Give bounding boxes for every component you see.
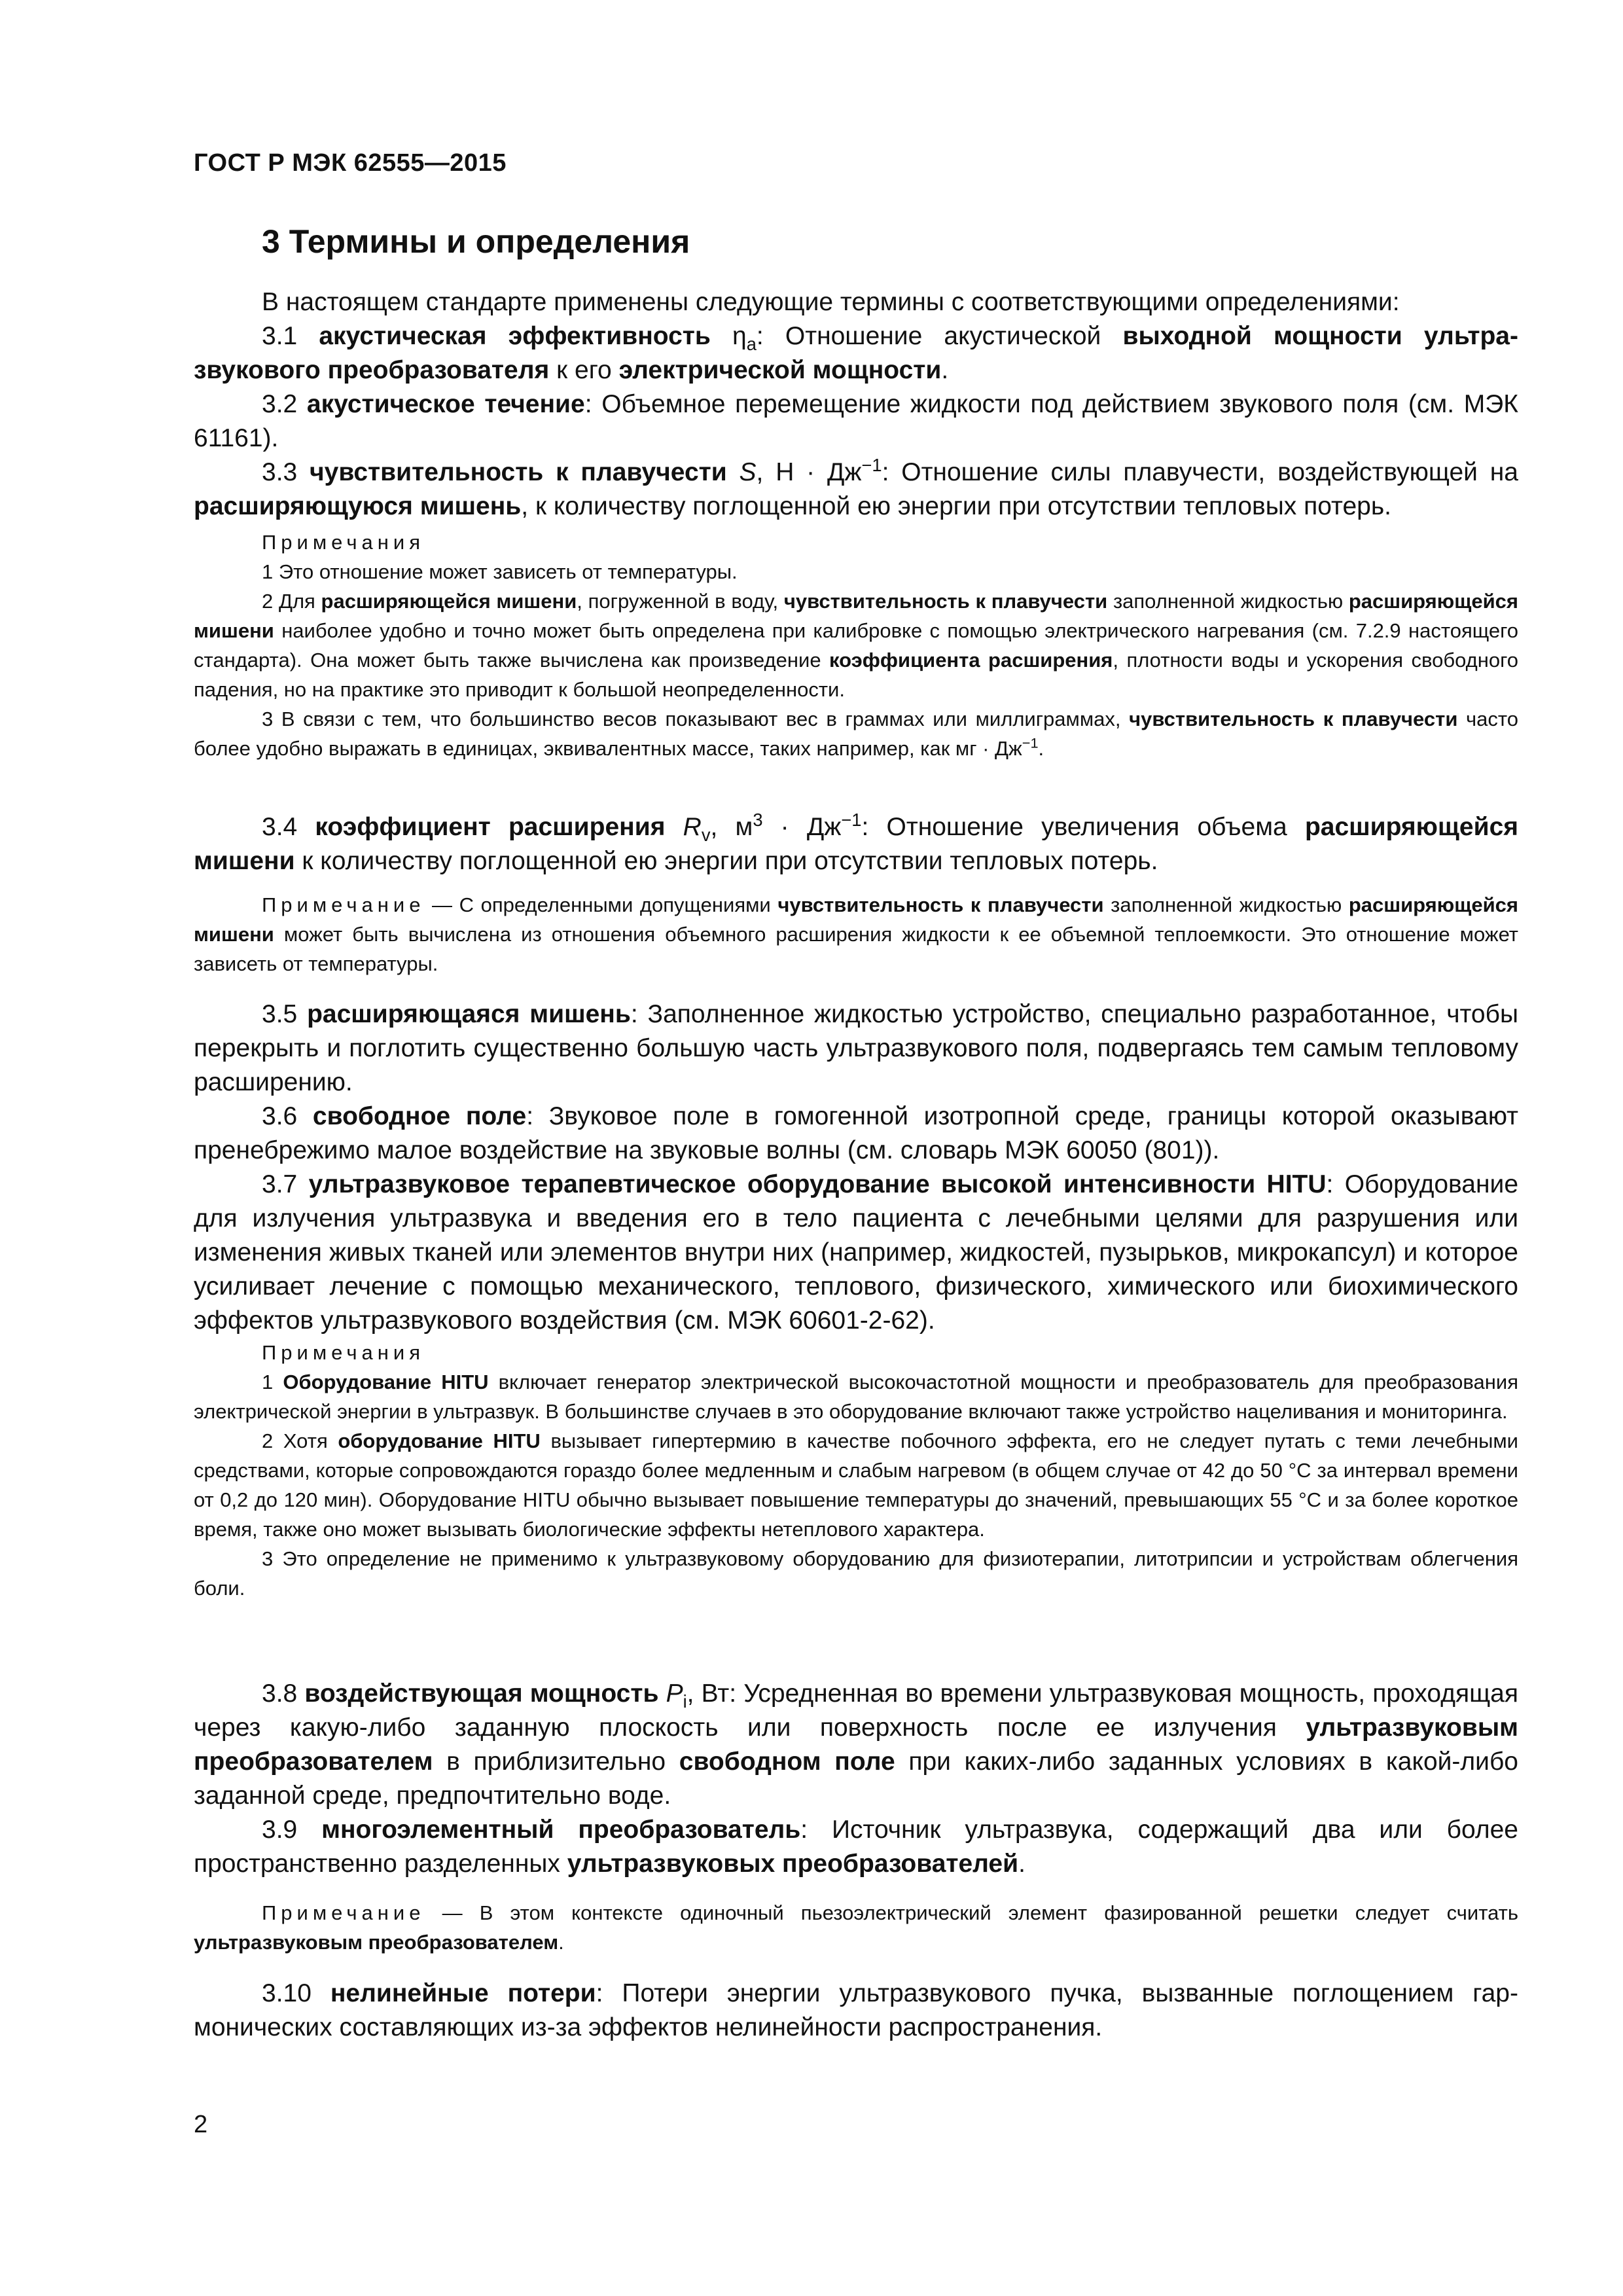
notes-title: Примечания — [262, 1341, 425, 1364]
note-item: Примечание — С определенными допущениями чувствительность к плавучести заполненной жидкостью расширяющейся мишени может быть вычислена из отношения объемного расширения жидкости к ее объемной теплоемкости. Это отношение может зависеть от температуры. — [194, 893, 1518, 975]
terms-block-3 — [194, 997, 1518, 1338]
term-3-1: 3.1 акустическая эффективность $\eta_a$: Отношение акустической выходной мощности ультразвукового преобразователя к его электрической мощности. — [194, 322, 1518, 384]
note-item: 3 Это определение не применимо к ультразвуковому оборудованию для физиотерапии, литотрипсии и устройствам облегчения боли. — [194, 1547, 1518, 1600]
term-3-10: 3.10 нелинейные потери: Потери энергии ультразвукового пучка, вызванные поглощением гармонических составляющих из-за эффектов нелинейности распространения. — [194, 1979, 1518, 2041]
section-title: 3 Термины и определения — [262, 223, 690, 260]
terms-block-2 — [194, 810, 1518, 878]
note-item: 3 В связи с тем, что большинство весов показывают вес в граммах или миллиграммах, чувствительность к плавучести часто более удобно выражать в единицах, эквивалентных массе, таких например, как мг · $Дж^{-1}$. — [194, 708, 1518, 760]
term-label: акустическое течение — [306, 390, 585, 418]
term-label: нелинейные потери — [330, 1979, 596, 2007]
term-label: чувствительность к плавучести — [310, 458, 727, 486]
note-item: 1 Это отношение может зависеть от температуры. — [262, 560, 738, 583]
term-label: воздействующая мощность — [304, 1679, 659, 1708]
term-label: коэффициент расширения — [315, 813, 666, 841]
notes-3-7 — [194, 1338, 1518, 1603]
term-3-9: 3.9 многоэлементный преобразователь: Источник ультразвука, содержащий два или более пространственно разделенных ультразвуковых преобразователей. — [194, 1816, 1518, 1878]
term-3-6: 3.6 свободное поле: Звуковое поле в гомогенной изотропной среде, границы которой оказывают пренебрежимо малое воздействие на звуковые волны (см. словарь МЭК 60050 (801)). — [194, 1102, 1519, 1164]
note-3-4 — [194, 890, 1518, 978]
terms-block-1 — [194, 285, 1518, 524]
term-3-3: 3.3 чувствительность к плавучести S, $Н \cdot Дж^{-1}$: Отношение силы плавучести, воздействующей на расширяющуюся мишень, к количеству поглощенной ею энергии при отсутствии тепловых потерь. — [194, 455, 1518, 520]
term-label: ультразвуковое терапевтическое оборудование высокой интенсивности HITU — [308, 1170, 1327, 1198]
term-3-7: 3.7 ультразвуковое терапевтическое оборудование высокой интенсивности HITU: Оборудование для излучения ультразвука и введения его в тело пациента с лечебными целями для разрушения или изменения живых тканей или элементов внутри них (например, жидкостей, пузырьков, микрокапсул) и которое усиливает лечение с помощью механического, теплового, физического, химического или биохимического эффектов ультразвукового воздействия (см. МЭК 60601-2-62). — [194, 1170, 1519, 1335]
term-label: расширяющаяся мишень — [307, 1000, 631, 1028]
document-header: ГОСТ Р МЭК 62555—2015 — [194, 149, 507, 177]
terms-block-4 — [194, 1677, 1518, 1881]
notes-3-3 — [194, 528, 1518, 763]
term-3-5: 3.5 расширяющаяся мишень: Заполненное жидкостью устройство, специально разработанное, чтобы перекрыть и поглотить существенно большую часть ультразвукового поля, подвергаясь тем самым тепловому расширению. — [194, 1000, 1518, 1096]
term-3-4: 3.4 коэффициент расширения $R_v$, $м^3 \cdot Дж^{-1}$: Отношение увеличения объема расширяющейся мишени к количеству поглощенной ею энергии при отсутствии тепловых потерь. — [194, 810, 1519, 875]
terms-block-5 — [194, 1977, 1518, 2045]
note-item: 1 Оборудование HITU включает генератор электрической высокочастотной мощности и преобразователь для преобразования электрической энергии в ультразвук. В большинстве случаев в это оборудование включают также устройство нацеливания и мониторинга. — [194, 1371, 1518, 1423]
term-label: акустическая эффективность — [319, 322, 711, 350]
note-item: Примечание — В этом контексте одиночный пьезоэлектрический элемент фазированной решетки следует считать ультразвуковым преобразователем. — [194, 1901, 1518, 1954]
term-3-2: 3.2 акустическое течение: Объемное перемещение жидкости под действием звукового поля (см. МЭК 61161). — [194, 390, 1518, 452]
term-label: многоэлементный преобразователь — [321, 1816, 801, 1844]
note-item: 2 Для расширяющейся мишени, погруженной в воду, чувствительность к плавучести заполненной жидкостью расширяющейся мишени наиболее удобно и точно может быть определена при калибровке с помощью электрического нагревания (см. 7.2.9 настоящего стандарта). Она может быть также вычислена как произведение коэффициента расширения, плотности воды и ускорения свободного падения, но на практике это приводит к большой неопределенности. — [194, 590, 1518, 701]
note-3-9 — [194, 1898, 1518, 1957]
page-number: 2 — [194, 2111, 208, 2138]
term-3-8: 3.8 воздействующая мощность $P_i$, Вт: Усредненная во времени ультразвуковая мощность, проходящая через какую-либо заданную плоскость или поверхность после ее излучения ультразвуковым преобразователем в приблизительно свободном поле при каких-либо заданных условиях в какой-либо заданной среде, предпочтительно воде. — [194, 1679, 1518, 1810]
notes-title: Примечания — [262, 531, 425, 554]
intro-paragraph: В настоящем стандарте применены следующие термины с соответствующими определениями: — [262, 288, 1400, 316]
note-item: 2 Хотя оборудование HITU вызывает гипертермию в качестве побочного эффекта, его не следует путать с теми лечебными средствами, которые сопровождаются гораздо более медленным и слабым нагревом (в общем случае от 42 до 50 °С за интервал времени от 0,2 до 120 мин). Оборудование HITU обычно вызывает повышение температуры до значений, превышающих 55 °С и за более короткое время, также оно может вызывать биологические эффекты нетеплового характера. — [194, 1429, 1518, 1541]
term-label: свободное поле — [312, 1102, 527, 1130]
